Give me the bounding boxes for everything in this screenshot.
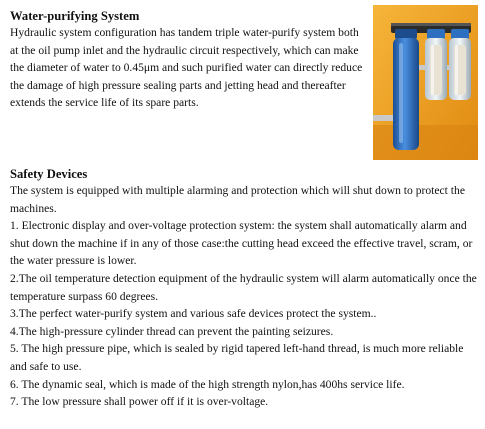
safety-devices-intro: The system is equipped with multiple alarming and protection which will shut down to protect the machines.: [10, 184, 465, 215]
water-purifying-section: [10, 9, 366, 112]
water-purifying-title: Water-purifying System: [10, 9, 140, 23]
water-filter-photo-icon: [373, 5, 478, 160]
safety-item-5: 5. The high pressure pipe, which is sealed by rigid tapered left-hand thread, is much more reliable and safe to use.: [10, 342, 464, 373]
safety-item-3: 3.The perfect water-purify system and various safe devices protect the system..: [10, 307, 377, 321]
safety-item-6: 6. The dynamic seal, which is made of the high strength nylon,has 400hs service life.: [10, 377, 405, 391]
safety-item-4: 4.The high-pressure cylinder thread can prevent the painting seizures.: [10, 324, 334, 338]
safety-item-7: 7. The low pressure shall power off if it is over-voltage.: [10, 395, 269, 409]
water-purifying-body: Hydraulic system configuration has tandem triple water-purify system both at the oil pump inlet and the hydraulic circuit respectively, which can make the diameter of water to 0.45μm and such purified water can directly reduce the damage of high pressure sealing parts and jetting head and thereafter extends the service life of its spare parts.: [10, 26, 363, 110]
safety-devices-title: Safety Devices: [10, 167, 88, 181]
safety-item-1: 1. Electronic display and over-voltage protection system: the system shall automatically alarm and shut down the machine if in any of those case:the cutting head exceed the effective travel, scram, or the water pressure is lower.: [10, 219, 473, 268]
safety-devices-section: [10, 167, 479, 411]
safety-item-2: 2.The oil temperature detection equipment of the hydraulic system will alarm automatically once the temperature surpass 60 degrees.: [10, 271, 477, 303]
